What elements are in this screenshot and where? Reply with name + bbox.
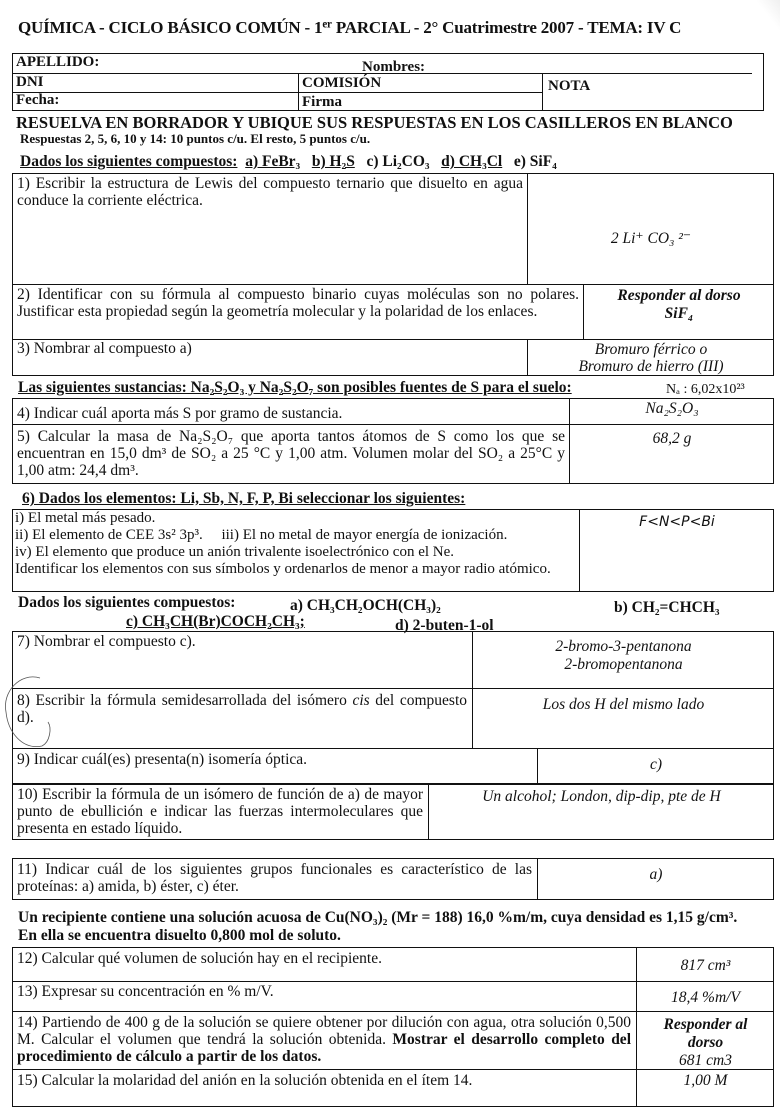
fecha-field[interactable]: Fecha:: [16, 92, 60, 108]
title-text-2: PARCIAL - 2° Cuatrimestre 2007 - TEMA: IV C: [331, 18, 682, 37]
question-6-items: [15, 510, 551, 578]
question-4: 4) Indicar cuál aporta más S por gramo de sustancia.: [17, 405, 343, 422]
title-text: QUÍMICA - CICLO BÁSICO COMÚN - 1: [18, 18, 323, 37]
question-8: [17, 692, 467, 726]
item-iv: iv) El elemento que produce un anión trivalente isoelectrónico con el Ne.: [15, 544, 455, 560]
question-7: 7) Nombrar el compuesto c).: [17, 633, 196, 650]
apellido-field[interactable]: APELLIDO:: [16, 54, 100, 70]
question-11: 11) Indicar cuál de los siguientes grupos funcionales es característico de las proteínas: a) amida, b) éster, c) éter.: [17, 861, 532, 895]
item-iii: iii) El no metal de mayor energía de ionización.: [221, 527, 508, 543]
intro-text: Dados los siguientes compuestos:: [20, 153, 238, 170]
answer-2-line1[interactable]: Responder al dorso: [617, 287, 741, 304]
section4-intro: Dados los siguientes compuestos:: [18, 594, 236, 611]
answer-4[interactable]: Na₂S₂O₃: [645, 400, 699, 417]
compound-4c: c) CH₃CH(Br)COCH₂CH₃;: [126, 613, 305, 630]
divider: [12, 1011, 774, 1012]
instructions-heading: RESUELVA EN BORRADOR Y UBIQUE SUS RESPUESTAS EN LOS CASILLEROS EN BLANCO: [16, 113, 733, 132]
section2-intro: Las siguientes sustancias: Na₂S₂O₃ y Na₂S₂O₇ son posibles fuentes de S para el suelo:: [18, 379, 572, 396]
divider: [12, 284, 774, 285]
answer-9[interactable]: c): [649, 756, 663, 773]
question-3: 3) Nombrar al compuesto a): [17, 340, 192, 357]
answer-14-line2[interactable]: dorso: [687, 1034, 724, 1051]
question-9: 9) Indicar cuál(es) presenta(n) isomería óptica.: [17, 751, 308, 768]
divider: [527, 173, 528, 285]
compound-d: d) CH₃Cl: [441, 153, 503, 170]
compound-b: b) H₂S: [311, 153, 355, 170]
firma-field[interactable]: Firma: [302, 94, 342, 110]
answer-15[interactable]: 1,00 M: [683, 1072, 728, 1089]
item-instruction: Identificar los elementos con sus símbolos y ordenarlos de menor a mayor radio atómico.: [15, 561, 551, 577]
comision-field[interactable]: COMISIÓN: [302, 75, 382, 91]
text-cis: cis: [352, 692, 370, 709]
item-i: i) El metal más pesado.: [15, 510, 156, 526]
compound-c: c) Li₂CO₃: [366, 153, 430, 170]
compound-4b: b) CH₂=CHCH₃: [614, 599, 720, 616]
compound-4d: d) 2-buten-1-ol: [395, 617, 494, 634]
question-12: 12) Calcular qué volumen de solución hay en el recipiente.: [17, 950, 382, 967]
answer-8[interactable]: Los dos H del mismo lado: [542, 696, 705, 713]
answer-12[interactable]: 817 cm³: [680, 957, 731, 974]
answer-14-line3[interactable]: 681 cm3: [679, 1052, 732, 1069]
answer-6[interactable]: F<N<P<Bi: [639, 514, 715, 530]
question-2: 2) Identificar con su fórmula al compuesto binario cuyas moléculas son no polares. Justificar esta propiedad según la geometría molecular y la polaridad de los enlaces.: [17, 286, 579, 320]
divider: [12, 92, 542, 93]
nota-field[interactable]: NOTA: [548, 78, 591, 94]
answer-10[interactable]: Un alcohol; London, dip-dip, pte de H: [482, 788, 721, 805]
exam-title: [18, 18, 681, 38]
answer-14-line1[interactable]: Responder al: [663, 1016, 748, 1033]
pencil-mark-icon: [0, 672, 60, 762]
answer-3-line2[interactable]: Bromuro de hierro (III): [578, 358, 724, 375]
question-6-intro: 6) Dados los elementos: Li, Sb, N, F, P, Bi seleccionar los siguientes:: [22, 490, 466, 507]
compound-a: a) FeBr₃: [245, 153, 301, 170]
question-13: 13) Expresar su concentración en % m/V.: [17, 983, 274, 1000]
divider: [298, 73, 299, 111]
divider: [12, 688, 774, 689]
text: del compuesto d).: [17, 692, 467, 726]
section1-intro: [20, 153, 557, 171]
question-14: [17, 1014, 631, 1065]
answer-13[interactable]: 18,4 %m/V: [671, 989, 740, 1006]
avogadro-constant: Nₐ : 6,02x10²³: [666, 382, 745, 397]
item-ii: ii) El elemento de CEE 3s² 3p³.: [15, 527, 203, 543]
divider: [12, 748, 774, 749]
text-bold: Mostrar el desarrollo completo del procedimiento de cálculo a partir de los datos.: [17, 1031, 631, 1065]
answer-2-line2[interactable]: SiF₄: [664, 305, 694, 322]
question-15: 15) Calcular la molaridad del anión en la solución obtenida en el ítem 14.: [17, 1072, 473, 1089]
question-5: 5) Calcular la masa de Na₂S₂O₇ que aporta tantos átomos de S como los que se encuentran en 15,0 dm³ de SO₂ a 25 °C y 1,00 atm. Volumen molar del SO₂ a 25°C y 1,00 atm: 24,4 dm³.: [17, 428, 565, 479]
answer-7-line2[interactable]: 2-bromopentanona: [564, 656, 683, 673]
answer-11[interactable]: a): [649, 866, 663, 883]
answer-1[interactable]: 2 Li⁺ CO₃ ²⁻: [610, 230, 692, 247]
divider: [12, 424, 774, 425]
title-superscript: er: [322, 18, 332, 31]
divider: [542, 73, 543, 111]
section5-intro: Un recipiente contiene una solución acuosa de Cu(NO₃)₂ (Mr = 188) 16,0 %m/m, cuya densidad es 1,15 g/cm³. En ella se encuentra disuelto 0,800 mol de soluto.: [18, 909, 738, 944]
compound-e: e) SiF₄: [513, 153, 557, 170]
question-1: 1) Escribir la estructura de Lewis del compuesto ternario que disuelto en agua conduce la corriente eléctrica.: [17, 175, 523, 209]
answer-3-line1[interactable]: Bromuro férrico o: [594, 341, 708, 358]
text: 8) Escribir la fórmula semidesarrollada del isómero: [17, 692, 353, 709]
scoring-note: Respuestas 2, 5, 6, 10 y 14: 10 puntos c/u. El resto, 5 puntos c/u.: [20, 131, 371, 146]
answer-5[interactable]: 68,2 g: [652, 430, 692, 447]
text: 14) Partiendo de 400 g de la solución se quiere obtener por dilución con agua, otra solución 0,500 M. Calcular el volumen que tendrá la solución obtenida.: [17, 1014, 631, 1048]
divider: [12, 981, 774, 982]
answer-7-line1[interactable]: 2-bromo-3-pentanona: [555, 638, 692, 655]
question-10: 10) Escribir la fórmula de un isómero de función de a) de mayor punto de ebullición e indicar las fuerzas intermoleculares que presenta en estado líquido.: [17, 786, 423, 837]
nombres-field[interactable]: Nombres:: [362, 59, 426, 75]
compound-4a: a) CH₃CH₂OCH(CH₃)₂: [290, 597, 441, 614]
dni-field[interactable]: DNI: [16, 74, 44, 90]
